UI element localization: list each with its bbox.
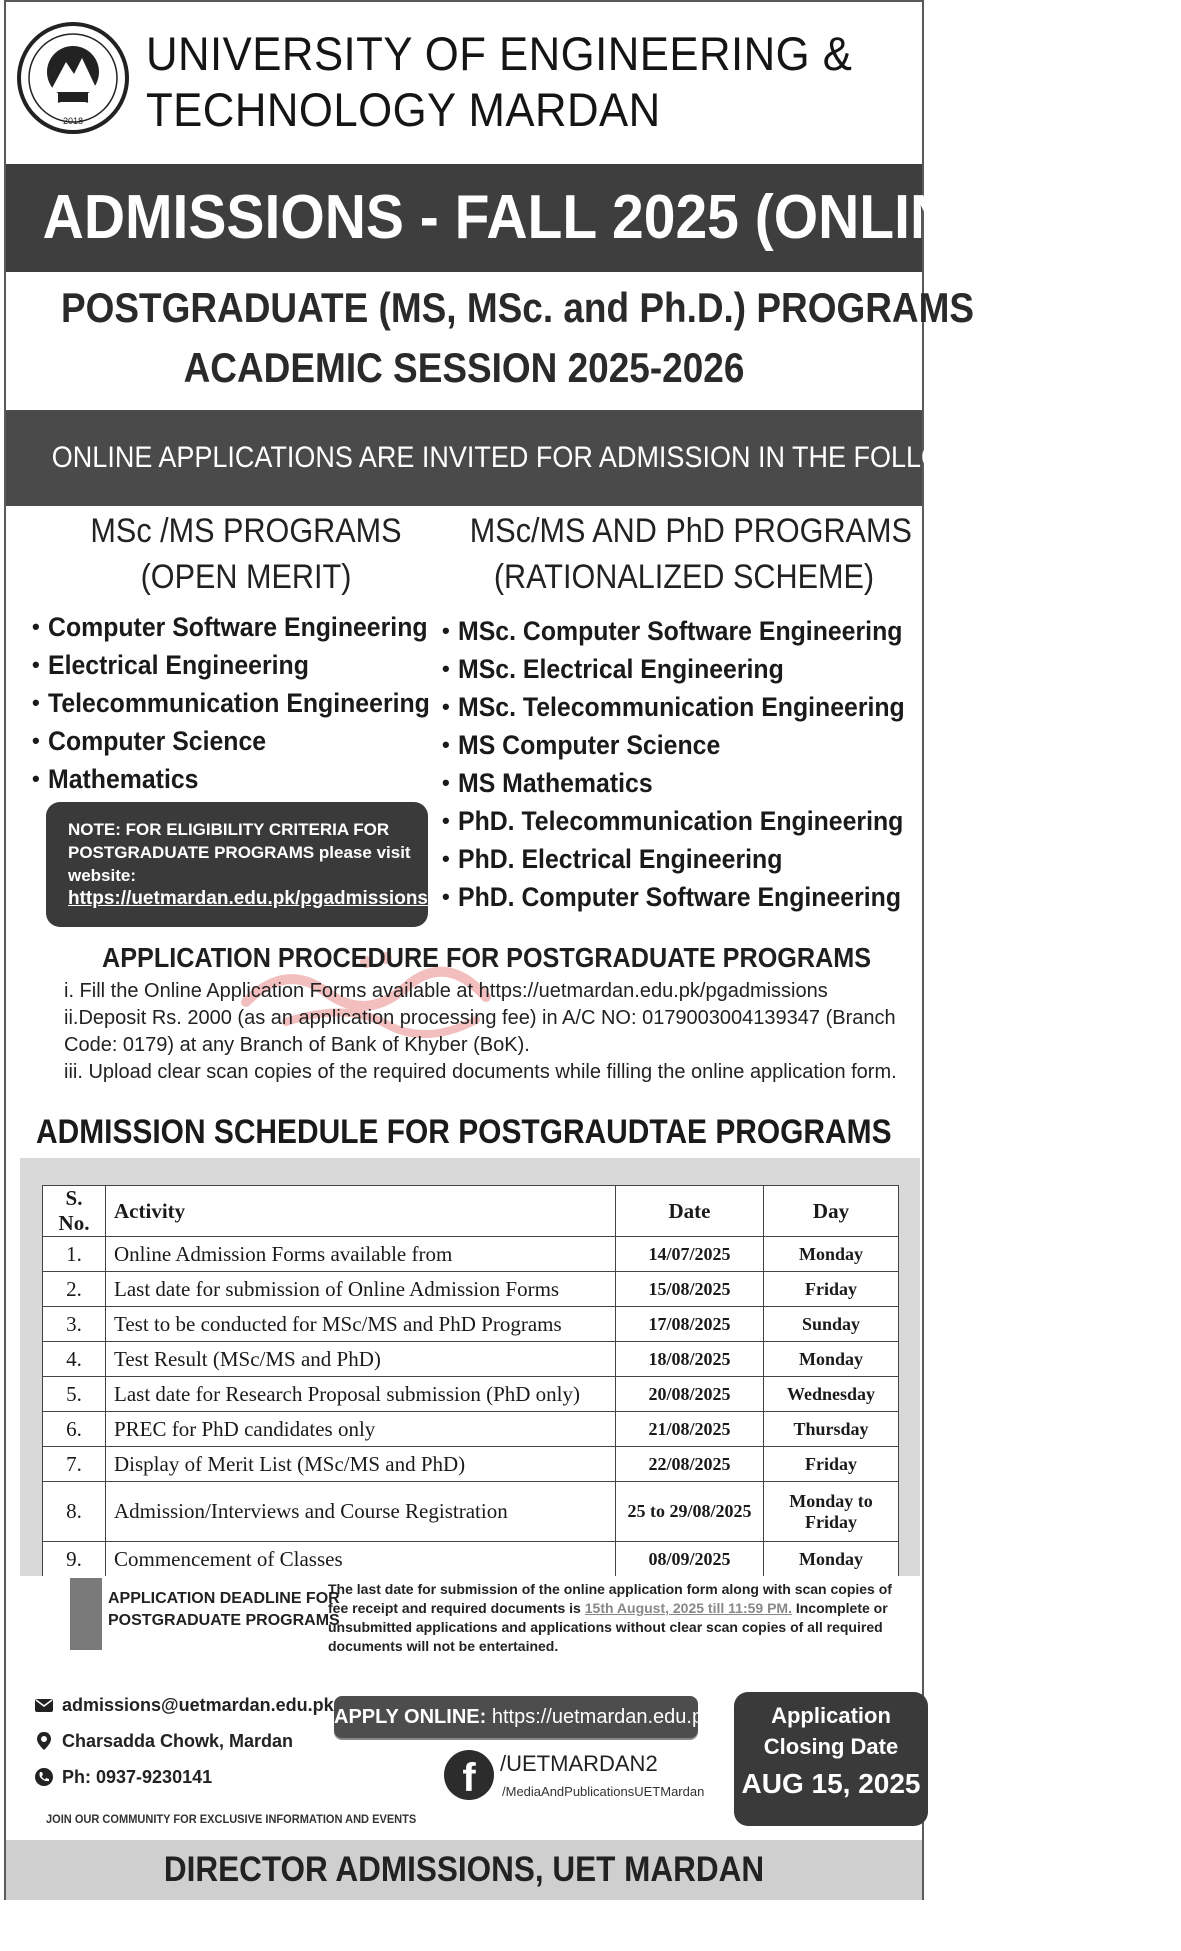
cell-activity: Display of Merit List (MSc/MS and PhD) — [106, 1447, 616, 1482]
invite-text: ONLINE APPLICATIONS ARE INVITED FOR ADMISSION IN THE FOLLOWING PROGRAMS — [51, 441, 1181, 474]
cell-date: 22/08/2025 — [616, 1447, 764, 1482]
apply-online-label: APPLY ONLINE: — [334, 1706, 487, 1728]
cell-day: Thursday — [764, 1412, 899, 1447]
list-item: • PhD. Electrical Engineering — [442, 844, 783, 874]
list-item: • MSc. Electrical Engineering — [442, 654, 784, 684]
rationalized-program-list — [442, 612, 944, 916]
university-name-line1: UNIVERSITY OF ENGINEERING & — [146, 27, 853, 80]
cell-day: Wednesday — [764, 1377, 899, 1412]
facebook-page[interactable]: /MediaAndPublicationsUETMardan — [502, 1784, 705, 1799]
logo-year: 2018 — [62, 116, 84, 126]
closing-date-box — [734, 1692, 928, 1826]
footer-band — [6, 1840, 922, 1900]
contact-address-row — [34, 1723, 334, 1759]
note-line3: website: — [68, 866, 137, 885]
email-icon — [34, 1695, 54, 1715]
rationalized-heading — [446, 508, 922, 600]
rationalized-heading-line1: MSc/MS AND PhD PROGRAMS — [469, 512, 912, 550]
col-day: Day — [764, 1186, 899, 1237]
cell-sno: 5. — [43, 1377, 106, 1412]
open-merit-heading — [26, 508, 466, 600]
cell-activity: Commencement of Classes — [106, 1542, 616, 1577]
facebook-icon[interactable]: f — [444, 1750, 494, 1800]
footer-text: DIRECTOR ADMISSIONS, UET MARDAN — [163, 1850, 765, 1889]
list-item: • MSc. Telecommunication Engineering — [442, 692, 905, 722]
cell-sno: 8. — [43, 1482, 106, 1542]
deadline-marker — [70, 1578, 102, 1650]
cell-day: Friday — [764, 1447, 899, 1482]
header — [6, 2, 922, 162]
cell-date: 08/09/2025 — [616, 1542, 764, 1577]
closing-label — [734, 1700, 928, 1762]
closing-label-line2: Closing Date — [763, 1734, 899, 1759]
phone-icon — [34, 1767, 54, 1787]
procedure-steps — [64, 978, 897, 1086]
facebook-handle[interactable]: /UETMARDAN2 — [500, 1751, 658, 1776]
table-row — [43, 1237, 899, 1272]
community-text: JOIN OUR COMMUNITY FOR EXCLUSIVE INFORMATION AND EVENTS — [46, 1812, 417, 1826]
closing-label-line1: Application — [771, 1703, 891, 1728]
col-sno: S. No. — [43, 1186, 106, 1237]
cell-sno: 1. — [43, 1237, 106, 1272]
university-logo-icon — [14, 6, 132, 156]
schedule-table — [42, 1185, 899, 1577]
list-item: • PhD. Telecommunication Engineering — [442, 806, 904, 836]
cell-activity: Test to be conducted for MSc/MS and PhD Programs — [106, 1307, 616, 1342]
list-item: • MS Computer Science — [442, 730, 721, 760]
contact-email-row[interactable] — [34, 1687, 334, 1723]
table-row — [43, 1377, 899, 1412]
deadline-date-highlight: 15th August, 2025 till 11:59 PM. — [584, 1600, 792, 1616]
cell-day — [764, 1482, 899, 1542]
procedure-step-2a: ii.Deposit Rs. 2000 (as an application processing fee) in A/C NO: 0179003004139347 (Branch — [64, 1007, 896, 1029]
open-merit-heading-line2: (OPEN MERIT) — [140, 558, 352, 596]
rationalized-heading-line2: (RATIONALIZED SCHEME) — [493, 558, 875, 596]
note-line2: POSTGRADUATE PROGRAMS please visit — [68, 843, 411, 862]
cell-activity: Admission/Interviews and Course Registration — [106, 1482, 616, 1542]
cell-date: 20/08/2025 — [616, 1377, 764, 1412]
deadline-text-after: Incomplete or unsubmitted applications and applications without clear scan copies of all required documents will not be entertained. — [328, 1600, 888, 1654]
apply-online-button[interactable] — [334, 1696, 714, 1738]
admissions-banner — [6, 164, 1009, 272]
ad-frame — [4, 0, 1181, 1900]
deadline-text — [328, 1580, 898, 1656]
subtitle-line1: POSTGRADUATE (MS, MSc. and Ph.D.) PROGRAMS — [60, 284, 975, 331]
table-row — [43, 1272, 899, 1307]
procedure-title: APPLICATION PROCEDURE FOR POSTGRADUATE PROGRAMS — [102, 942, 872, 973]
list-item: • MS Mathematics — [442, 768, 653, 798]
list-item: • PhD. Computer Software Engineering — [442, 882, 902, 912]
deadline-label-line1: APPLICATION DEADLINE FOR — [108, 1590, 340, 1607]
contact-phone[interactable]: Ph: 0937-9230141 — [62, 1767, 213, 1787]
cell-day: Monday — [764, 1342, 899, 1377]
cell-date: 21/08/2025 — [616, 1412, 764, 1447]
admissions-title: ADMISSIONS - FALL 2025 (ONLINE) — [42, 183, 1009, 252]
programs-subtitle — [6, 278, 975, 398]
cell-day: Monday — [764, 1237, 899, 1272]
cell-day-line2: Friday — [805, 1511, 857, 1532]
open-merit-program-list — [32, 608, 463, 798]
table-row — [43, 1342, 899, 1377]
invite-banner — [6, 410, 1181, 506]
list-item: • Computer Science — [32, 726, 267, 756]
eligibility-note — [46, 802, 428, 927]
cell-sno: 4. — [43, 1342, 106, 1377]
table-row — [43, 1307, 899, 1342]
list-item: • Mathematics — [32, 764, 199, 794]
apply-online-url[interactable]: https://uetmardan.edu.pk — [491, 1706, 714, 1728]
closing-date: AUG 15, 2025 — [741, 1768, 921, 1799]
schedule-title: ADMISSION SCHEDULE FOR POSTGRAUDTAE PROGRAMS — [36, 1113, 892, 1151]
contact-address: Charsadda Chowk, Mardan — [62, 1731, 294, 1751]
cell-date: 14/07/2025 — [616, 1237, 764, 1272]
cell-date: 18/08/2025 — [616, 1342, 764, 1377]
cell-activity: Online Admission Forms available from — [106, 1237, 616, 1272]
cell-day: Monday — [764, 1542, 899, 1577]
list-item: • MSc. Computer Software Engineering — [442, 616, 903, 646]
cell-day-line1: Monday to — [789, 1490, 873, 1511]
subtitle-line2: ACADEMIC SESSION 2025-2026 — [183, 344, 745, 391]
deadline-label — [108, 1588, 340, 1632]
cell-date: 15/08/2025 — [616, 1272, 764, 1307]
list-item: • Computer Software Engineering — [32, 612, 428, 642]
open-merit-heading-line1: MSc /MS PROGRAMS — [90, 512, 402, 550]
table-row — [43, 1542, 899, 1577]
cell-sno: 9. — [43, 1542, 106, 1577]
contact-info — [34, 1687, 334, 1795]
procedure-step-2b: Code: 0179) at any Branch of Bank of Khyber (BoK). — [64, 1034, 530, 1056]
deadline-label-line2: POSTGRADUATE PROGRAMS — [108, 1612, 340, 1629]
cell-sno: 7. — [43, 1447, 106, 1482]
pgadmissions-link[interactable]: https://uetmardan.edu.pk/pgadmissions — [68, 888, 428, 909]
table-header-row — [43, 1186, 899, 1237]
contact-email[interactable]: admissions@uetmardan.edu.pk — [62, 1695, 334, 1715]
procedure-step-1: i. Fill the Online Application Forms available at https://uetmardan.edu.pk/pgadmissions — [64, 980, 828, 1002]
procedure-step-3: iii. Upload clear scan copies of the required documents while filling the online application form. — [64, 1061, 897, 1083]
table-row — [43, 1482, 899, 1542]
col-activity: Activity — [106, 1186, 616, 1237]
cell-activity: PREC for PhD candidates only — [106, 1412, 616, 1447]
cell-sno: 3. — [43, 1307, 106, 1342]
list-item: • Telecommunication Engineering — [32, 688, 430, 718]
university-name — [146, 26, 906, 138]
cell-activity: Test Result (MSc/MS and PhD) — [106, 1342, 616, 1377]
col-date: Date — [616, 1186, 764, 1237]
table-row — [43, 1447, 899, 1482]
cell-day: Sunday — [764, 1307, 899, 1342]
table-row — [43, 1412, 899, 1447]
university-name-line2: TECHNOLOGY MARDAN — [146, 83, 661, 136]
location-pin-icon — [34, 1731, 54, 1751]
cell-activity: Last date for submission of Online Admission Forms — [106, 1272, 616, 1307]
list-item: • Electrical Engineering — [32, 650, 309, 680]
contact-phone-row[interactable] — [34, 1759, 334, 1795]
cell-date: 17/08/2025 — [616, 1307, 764, 1342]
deadline-text-before: The last date for submission of the online application form along with scan copies of fee receipt and required documents is — [328, 1581, 892, 1616]
cell-date: 25 to 29/08/2025 — [616, 1482, 764, 1542]
note-line1: NOTE: FOR ELIGIBILITY CRITERIA FOR — [68, 820, 390, 839]
cell-sno: 6. — [43, 1412, 106, 1447]
cell-activity: Last date for Research Proposal submission (PhD only) — [106, 1377, 616, 1412]
cell-sno: 2. — [43, 1272, 106, 1307]
cell-day: Friday — [764, 1272, 899, 1307]
